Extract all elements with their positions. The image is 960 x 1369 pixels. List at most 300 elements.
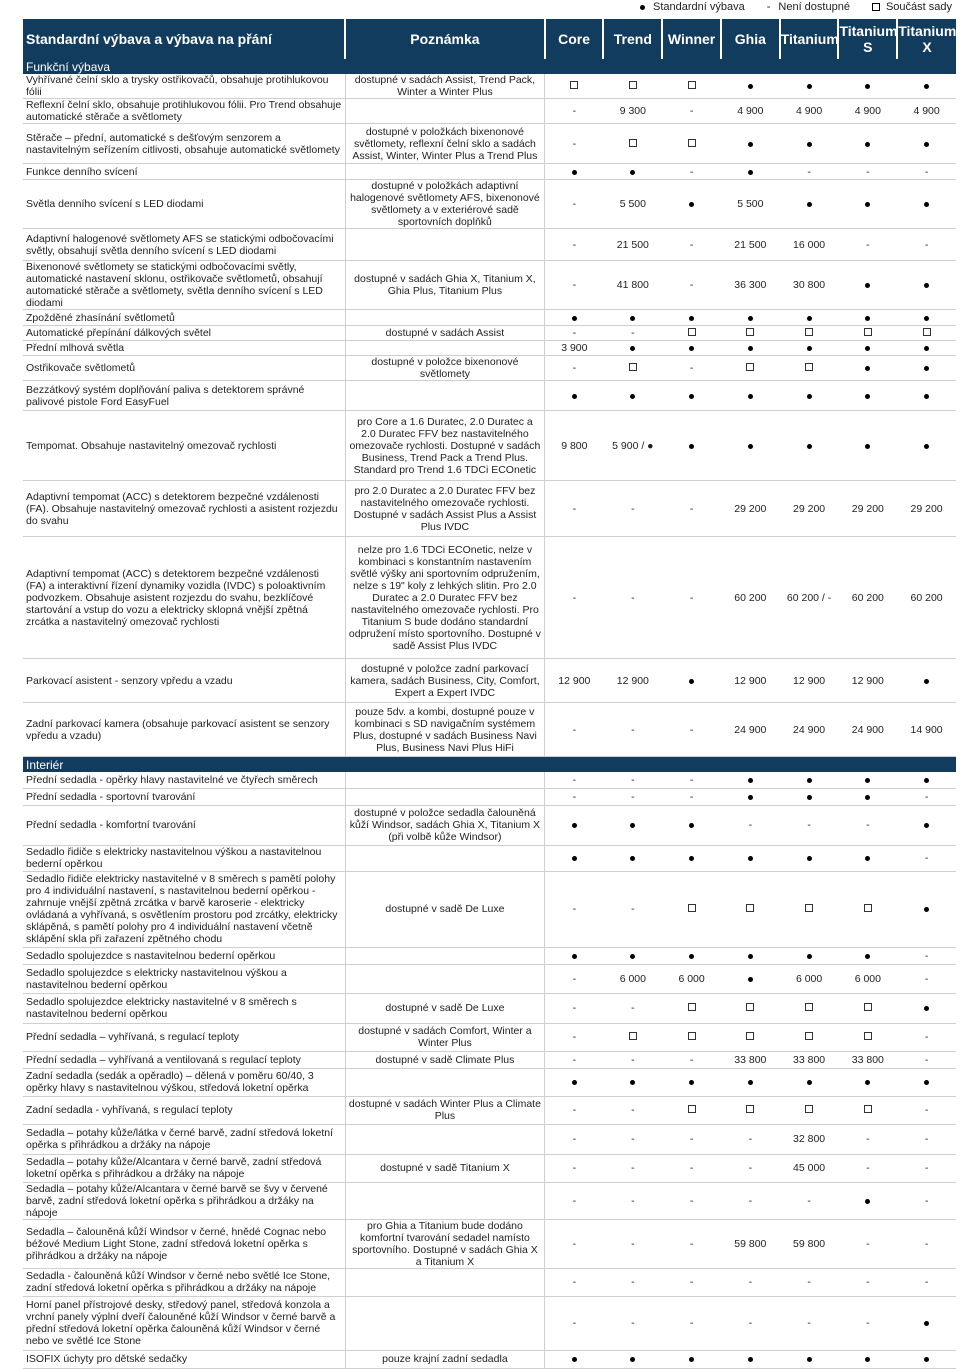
row-description: Přední mlhová světla [23,341,345,356]
trim-value: - [545,703,604,757]
dot-icon [924,142,929,147]
standard-dot-icon [838,356,897,381]
dot-icon [630,856,635,861]
trim-value: 12 900 [780,659,839,703]
trim-value: - [603,788,662,805]
dot-icon [924,1006,929,1011]
package-square-icon [603,74,662,99]
row-description: Sedadla - čalouněná kůží Windsor v černé nebo světlé Ice Stone, zadní středová loketní opěrka s přihrádkou a držáky na nápoje [23,1268,345,1296]
standard-dot-icon [721,411,780,481]
dot-icon [807,316,812,321]
equipment-table [23,19,956,1369]
standard-dot-icon [603,845,662,871]
standard-dot-icon [662,845,721,871]
standard-dot-icon [545,310,604,326]
dot-icon [572,394,577,399]
package-square-icon [603,1023,662,1051]
row-description: Sedadla – potahy kůže/Alcantara v černé barvě, zadní středová loketní opěrka s přihrádkou a držáky na nápoje [23,1154,345,1182]
row-description: Adaptivní tempomat (ACC) s detektorem bezpečné vzdálenosti (FA) a interaktivní řízení dynamiky vozidla (IVDC) s poloaktivním podvozkem. Obsahuje asistent rozjezdu do svahu, bezklíčové startování a vstup do vozu a elektricky sklopná vnější zpětná zrcátka a nastavitelný omezovač rychlosti [23,537,345,659]
trim-value: - [780,1268,839,1296]
row-note [345,964,545,993]
trim-value: 24 900 [780,703,839,757]
trim-value: - [897,1124,956,1154]
standard-dot-icon [721,1068,780,1096]
trim-value: - [545,356,604,381]
dot-icon [689,1357,694,1362]
dot-icon [924,679,929,684]
dot-icon [572,316,577,321]
trim-value: - [721,1182,780,1219]
row-description: Sedadlo spolujezdce s nastavitelnou bederní opěrkou [23,947,345,964]
row-note [345,99,545,124]
dot-icon [865,394,870,399]
standard-dot-icon [545,1350,604,1368]
table-row [23,1219,956,1268]
square-icon [872,3,880,11]
trim-value: - [897,1154,956,1182]
trim-value: - [838,1154,897,1182]
trim-value: - [897,964,956,993]
row-note: nelze pro 1.6 TDCi ECOnetic, nelze v kombinaci s konstantním nastavením světlé výšky ani sportovním odpružením, nelze s 19" koly z lehkých slitin. Pro 2.0 Duratec a 2.0 Duratec FFV bez nastavitelného omezovače rychlosti. Pro Titanium S bude dodáno standardní odpružení místo sportovního. Dostupné v sadě Assist Plus IVDC [345,537,545,659]
row-note: pro Ghia a Titanium bude dodáno komfortní tvarování sedadel namísto sportovního. Dostupné v sadách Ghia X a Titanium X [345,1219,545,1268]
standard-dot-icon [897,411,956,481]
legend-package: Součást sady [872,1,952,13]
trim-value: - [662,1182,721,1219]
standard-dot-icon [780,381,839,411]
table-row [23,964,956,993]
row-note: dostupné v položkách bixenonové světlomety, reflexní čelní sklo a sadách Assist, Winter, Winter Plus a Trend Plus [345,124,545,164]
dot-icon [689,346,694,351]
legend-standard: Standardní výbava [640,1,745,13]
standard-dot-icon [838,788,897,805]
square-icon [629,1032,637,1040]
dot-icon [807,954,812,959]
standard-dot-icon [780,1068,839,1096]
trim-value: 12 900 [721,659,780,703]
package-square-icon [662,326,721,341]
package-square-icon [662,1096,721,1124]
package-square-icon [603,356,662,381]
table-row [23,411,956,481]
row-note: dostupné v položce sedadla čalouněná kůží Windsor, sadách Ghia X, Titanium X (při volbě kůže Windsor) [345,805,545,845]
square-icon [805,328,813,336]
table-row [23,1096,956,1124]
package-square-icon [838,326,897,341]
row-description: Bixenonové světlomety se statickými odbočovacími světly, automatické nastavení sklonu, ostřikovače světlometů, obsahují automatické stěrače a světlomety, světla denního svícení s LED diodami [23,261,345,310]
trim-value: 3 900 [545,341,604,356]
row-description: Přední sedadla - komfortní tvarování [23,805,345,845]
standard-dot-icon [721,341,780,356]
trim-value: 6 000 [838,964,897,993]
trim-value: - [838,1219,897,1268]
table-row [23,180,956,229]
trim-value: - [780,1296,839,1350]
trim-value: 29 200 [780,481,839,537]
trim-value: - [603,993,662,1023]
square-icon [864,1105,872,1113]
row-description: Vyhřívané čelní sklo a trysky ostřikovačů, obsahuje protihlukovou fólii [23,74,345,99]
dot-icon [807,1080,812,1085]
trim-value: - [662,1219,721,1268]
dot-icon [630,823,635,828]
package-square-icon [721,993,780,1023]
package-square-icon [780,356,839,381]
row-description: Zadní sedadla - vyhřívaná, s regulací teploty [23,1096,345,1124]
trim-value: 60 200 [721,537,780,659]
trim-value: - [545,1182,604,1219]
trim-value: - [545,1296,604,1350]
dot-icon [924,394,929,399]
standard-dot-icon [838,341,897,356]
trim-value: 60 200 [897,537,956,659]
trim-value: - [721,1124,780,1154]
standard-dot-icon [838,74,897,99]
standard-dot-icon [662,1068,721,1096]
trim-value: - [545,993,604,1023]
standard-dot-icon [721,164,780,180]
header-trim-winner: Winner [662,19,721,59]
trim-value: - [545,229,604,261]
trim-value: - [662,1124,721,1154]
trim-value: - [603,1096,662,1124]
row-note [345,229,545,261]
dot-icon [689,202,694,207]
standard-dot-icon [897,341,956,356]
standard-dot-icon [897,772,956,788]
dot-icon [865,366,870,371]
dot-icon [689,316,694,321]
trim-value: - [897,164,956,180]
standard-dot-icon [780,788,839,805]
row-description: Přední sedadla - opěrky hlavy nastavitelné ve čtyřech směrech [23,772,345,788]
row-note: dostupné v sadě Climate Plus [345,1051,545,1068]
table-row [23,537,956,659]
trim-value: - [545,537,604,659]
dot-icon [865,346,870,351]
trim-value: - [545,1124,604,1154]
standard-dot-icon [721,310,780,326]
trim-value: - [545,326,604,341]
dot-icon [807,778,812,783]
square-icon [864,1032,872,1040]
trim-value: - [662,481,721,537]
row-note: pro Core a 1.6 Duratec, 2.0 Duratec a 2.0 Duratec FFV bez nastavitelného omezovače rychlosti. Dostupné v sadách Business, Trend Pack a Trend Plus. Standard pro Trend 1.6 TDCi ECOnetic [345,411,545,481]
dot-icon [572,1357,577,1362]
trim-value: - [662,99,721,124]
dot-icon [924,316,929,321]
trim-value: 45 000 [780,1154,839,1182]
table-row [23,993,956,1023]
trim-value: - [721,1268,780,1296]
standard-dot-icon [662,947,721,964]
row-description: Adaptivní tempomat (ACC) s detektorem bezpečné vzdálenosti (FA). Obsahuje nastavitelný omezovač rychlosti a asistent rozjezdu do svahu [23,481,345,537]
standard-dot-icon [603,1068,662,1096]
standard-dot-icon [838,1350,897,1368]
row-note: dostupné v sadě Titanium X [345,1154,545,1182]
square-icon [746,1032,754,1040]
dot-icon [572,170,577,175]
dot-icon [924,366,929,371]
trim-value: 60 200 [838,537,897,659]
row-description: Sedadla – potahy kůže/látka v černé barvě, zadní středová loketní opěrka s přihrádkou a držáky na nápoje [23,1124,345,1154]
table-row [23,947,956,964]
trim-value: - [603,1296,662,1350]
dot-icon [572,1080,577,1085]
row-note [345,1124,545,1154]
standard-dot-icon [780,341,839,356]
square-icon [805,1032,813,1040]
header-trim-titanium-s: Titanium S [838,19,897,59]
standard-dot-icon [662,411,721,481]
row-description: ISOFIX úchyty pro dětské sedačky [23,1350,345,1368]
square-icon [746,363,754,371]
table-row [23,788,956,805]
square-icon [629,81,637,89]
row-description: Sedadla – potahy kůže/Alcantara v černé barvě se švy v červené barvě, zadní středová loketní opěrka s přihrádkou a držáky na nápoje [23,1182,345,1219]
dot-icon [865,1080,870,1085]
dot-icon [924,1357,929,1362]
package-square-icon [721,1096,780,1124]
trim-value: 24 900 [838,703,897,757]
square-icon [570,81,578,89]
row-note [345,1068,545,1096]
trim-value: 4 900 [897,99,956,124]
square-icon [805,904,813,912]
trim-value: 4 900 [780,99,839,124]
package-square-icon [838,871,897,947]
trim-value: - [780,805,839,845]
trim-value: 41 800 [603,261,662,310]
standard-dot-icon [662,180,721,229]
standard-dot-icon [603,341,662,356]
dot-icon [865,444,870,449]
trim-value: - [603,1268,662,1296]
row-note [345,947,545,964]
trim-value: 6 000 [603,964,662,993]
square-icon [746,328,754,336]
square-icon [688,139,696,147]
package-square-icon [721,1023,780,1051]
standard-dot-icon [721,1350,780,1368]
dot-icon [689,823,694,828]
standard-dot-icon [897,1296,956,1350]
row-description: Bezzátkový systém doplňování paliva s detektorem správné palivové pistole Ford EasyFuel [23,381,345,411]
section-header [23,757,956,773]
trim-value: - [897,1023,956,1051]
standard-dot-icon [838,180,897,229]
row-description: Horní panel přístrojové desky, středový panel, středová konzola a vrchní panely výplní dveří čalouněné kůží Windsor v černé barvě a přední středová loketní opěrka čalouněná kůží Windsor v černé nebo ve světlé Ice Stone [23,1296,345,1350]
dot-icon [572,823,577,828]
dot-icon [807,142,812,147]
dot-icon [572,856,577,861]
dot-icon [807,346,812,351]
standard-dot-icon [721,947,780,964]
standard-dot-icon [897,180,956,229]
trim-value: - [662,261,721,310]
dot-icon [865,1199,870,1204]
square-icon [688,1105,696,1113]
row-note: dostupné v položce bixenonové světlomety [345,356,545,381]
trim-value: - [838,1268,897,1296]
trim-value: 29 200 [897,481,956,537]
standard-dot-icon [780,310,839,326]
row-note: pro 2.0 Duratec a 2.0 Duratec FFV bez nastavitelného omezovače rychlosti. Dostupné v sadách Assist Plus a Assist Plus IVDC [345,481,545,537]
row-description: Přední sedadla – vyhřívaná a ventilovaná s regulací teploty [23,1051,345,1068]
standard-dot-icon [662,381,721,411]
table-row [23,659,956,703]
standard-dot-icon [897,124,956,164]
trim-value: 60 200 / - [780,537,839,659]
standard-dot-icon [780,124,839,164]
dot-icon [748,1357,753,1362]
dot-icon [689,394,694,399]
dot-icon [748,142,753,147]
row-note: pouze 5dv. a kombi, dostupné pouze v kombinaci s SD navigačním systémem Plus, dostupné v sadách Business Navi Plus, Business Navi Plus HiFi [345,703,545,757]
standard-dot-icon [780,1350,839,1368]
standard-dot-icon [897,310,956,326]
trim-value: 21 500 [603,229,662,261]
row-description: Zadní sedadla (sedák a opěradlo) – dělená v poměru 60/40, 3 opěrky hlavy s nastavitelnou výškou, středová loketní opěrka [23,1068,345,1096]
header-trim-ghia: Ghia [721,19,780,59]
trim-value: 36 300 [721,261,780,310]
trim-value: - [545,1096,604,1124]
dot-icon [748,346,753,351]
dot-icon [924,444,929,449]
dot-icon [689,856,694,861]
package-square-icon [838,1023,897,1051]
standard-dot-icon [897,659,956,703]
dot-icon [748,84,753,89]
dot-icon [865,142,870,147]
dot-icon [748,954,753,959]
standard-dot-icon [603,164,662,180]
standard-dot-icon [780,74,839,99]
trim-value: 12 900 [838,659,897,703]
trim-value: - [838,1124,897,1154]
trim-value: 12 900 [545,659,604,703]
standard-dot-icon [662,341,721,356]
row-description: Světla denního svícení s LED diodami [23,180,345,229]
square-icon [864,328,872,336]
row-note [345,1182,545,1219]
row-note: dostupné v sadách Ghia X, Titanium X, Ghia Plus, Titanium Plus [345,261,545,310]
trim-value: - [545,772,604,788]
trim-value: - [603,1051,662,1068]
trim-value: - [545,261,604,310]
trim-value: - [545,1219,604,1268]
trim-value: - [603,537,662,659]
row-description: Přední sedadla - sportovní tvarování [23,788,345,805]
square-icon [688,1003,696,1011]
standard-dot-icon [838,1068,897,1096]
package-square-icon [662,124,721,164]
square-icon [864,904,872,912]
row-note: dostupné v sadách Assist, Trend Pack, Winter a Winter Plus [345,74,545,99]
trim-value: - [897,1268,956,1296]
package-square-icon [780,1023,839,1051]
dot-icon [807,202,812,207]
row-description: Sedadlo řidiče elektricky nastavitelné v 8 směrech s pamětí polohy pro 4 individuální nastavení, s nastavitelnou bederní opěrkou - zahrnuje vnější zpětná zrcátka v barvě karoserie - elektricky ovládaná a vyhřívaná, s osvětlením prostoru pod zrcátky, elektricky sklápěná, s pamětí polohy pro 4 individuální nastavení včetně sklápění skla při zařazení zpětného chodu [23,871,345,947]
trim-value: - [662,164,721,180]
table-row [23,805,956,845]
table-row [23,124,956,164]
dot-icon [689,954,694,959]
trim-value: 29 200 [721,481,780,537]
package-square-icon [838,1096,897,1124]
trim-value: - [603,1219,662,1268]
table-row [23,1182,956,1219]
trim-value: - [603,326,662,341]
standard-dot-icon [603,381,662,411]
standard-dot-icon [897,261,956,310]
table-row [23,229,956,261]
trim-value: - [897,1219,956,1268]
dot-icon [748,170,753,175]
trim-value: - [662,772,721,788]
row-description: Reflexní čelní sklo, obsahuje protihlukovou fólii. Pro Trend obsahuje automatické stěrače a světlomety [23,99,345,124]
trim-value: - [603,703,662,757]
standard-dot-icon [897,1350,956,1368]
dot-icon [865,856,870,861]
header-trim-titanium-x: Titanium X [897,19,956,59]
table-row [23,341,956,356]
row-note [345,341,545,356]
table-row [23,310,956,326]
package-square-icon [545,74,604,99]
row-note: dostupné v sadě De Luxe [345,993,545,1023]
trim-value: 59 800 [721,1219,780,1268]
package-square-icon [780,993,839,1023]
square-icon [923,328,931,336]
trim-value: - [721,1296,780,1350]
trim-value: - [662,1154,721,1182]
trim-value: - [721,805,780,845]
standard-dot-icon [721,381,780,411]
trim-value: 5 500 [603,180,662,229]
row-note [345,164,545,180]
trim-value: - [897,947,956,964]
standard-dot-icon [721,964,780,993]
trim-value: - [897,788,956,805]
table-row [23,1023,956,1051]
dot-icon [924,1321,929,1326]
dot-icon [689,679,694,684]
section-title: Funkční výbava [23,59,956,74]
trim-value: 33 800 [838,1051,897,1068]
trim-value: - [603,1154,662,1182]
trim-value: - [545,99,604,124]
dot-icon [572,954,577,959]
dot-icon [748,856,753,861]
trim-value: - [545,788,604,805]
trim-value: - [545,1154,604,1182]
trim-value: 32 800 [780,1124,839,1154]
trim-value: - [603,772,662,788]
package-square-icon [780,326,839,341]
trim-value: - [662,229,721,261]
standard-dot-icon [721,124,780,164]
dot-icon [865,954,870,959]
row-description: Sedadlo spolujezdce s elektricky nastavitelnou výškou a nastavitelnou bederní opěrkou [23,964,345,993]
standard-dot-icon [780,845,839,871]
dot-icon [865,778,870,783]
trim-value: - [662,1268,721,1296]
standard-dot-icon [545,845,604,871]
package-square-icon [603,124,662,164]
dot-icon [748,394,753,399]
standard-dot-icon [545,947,604,964]
standard-dot-icon [603,805,662,845]
